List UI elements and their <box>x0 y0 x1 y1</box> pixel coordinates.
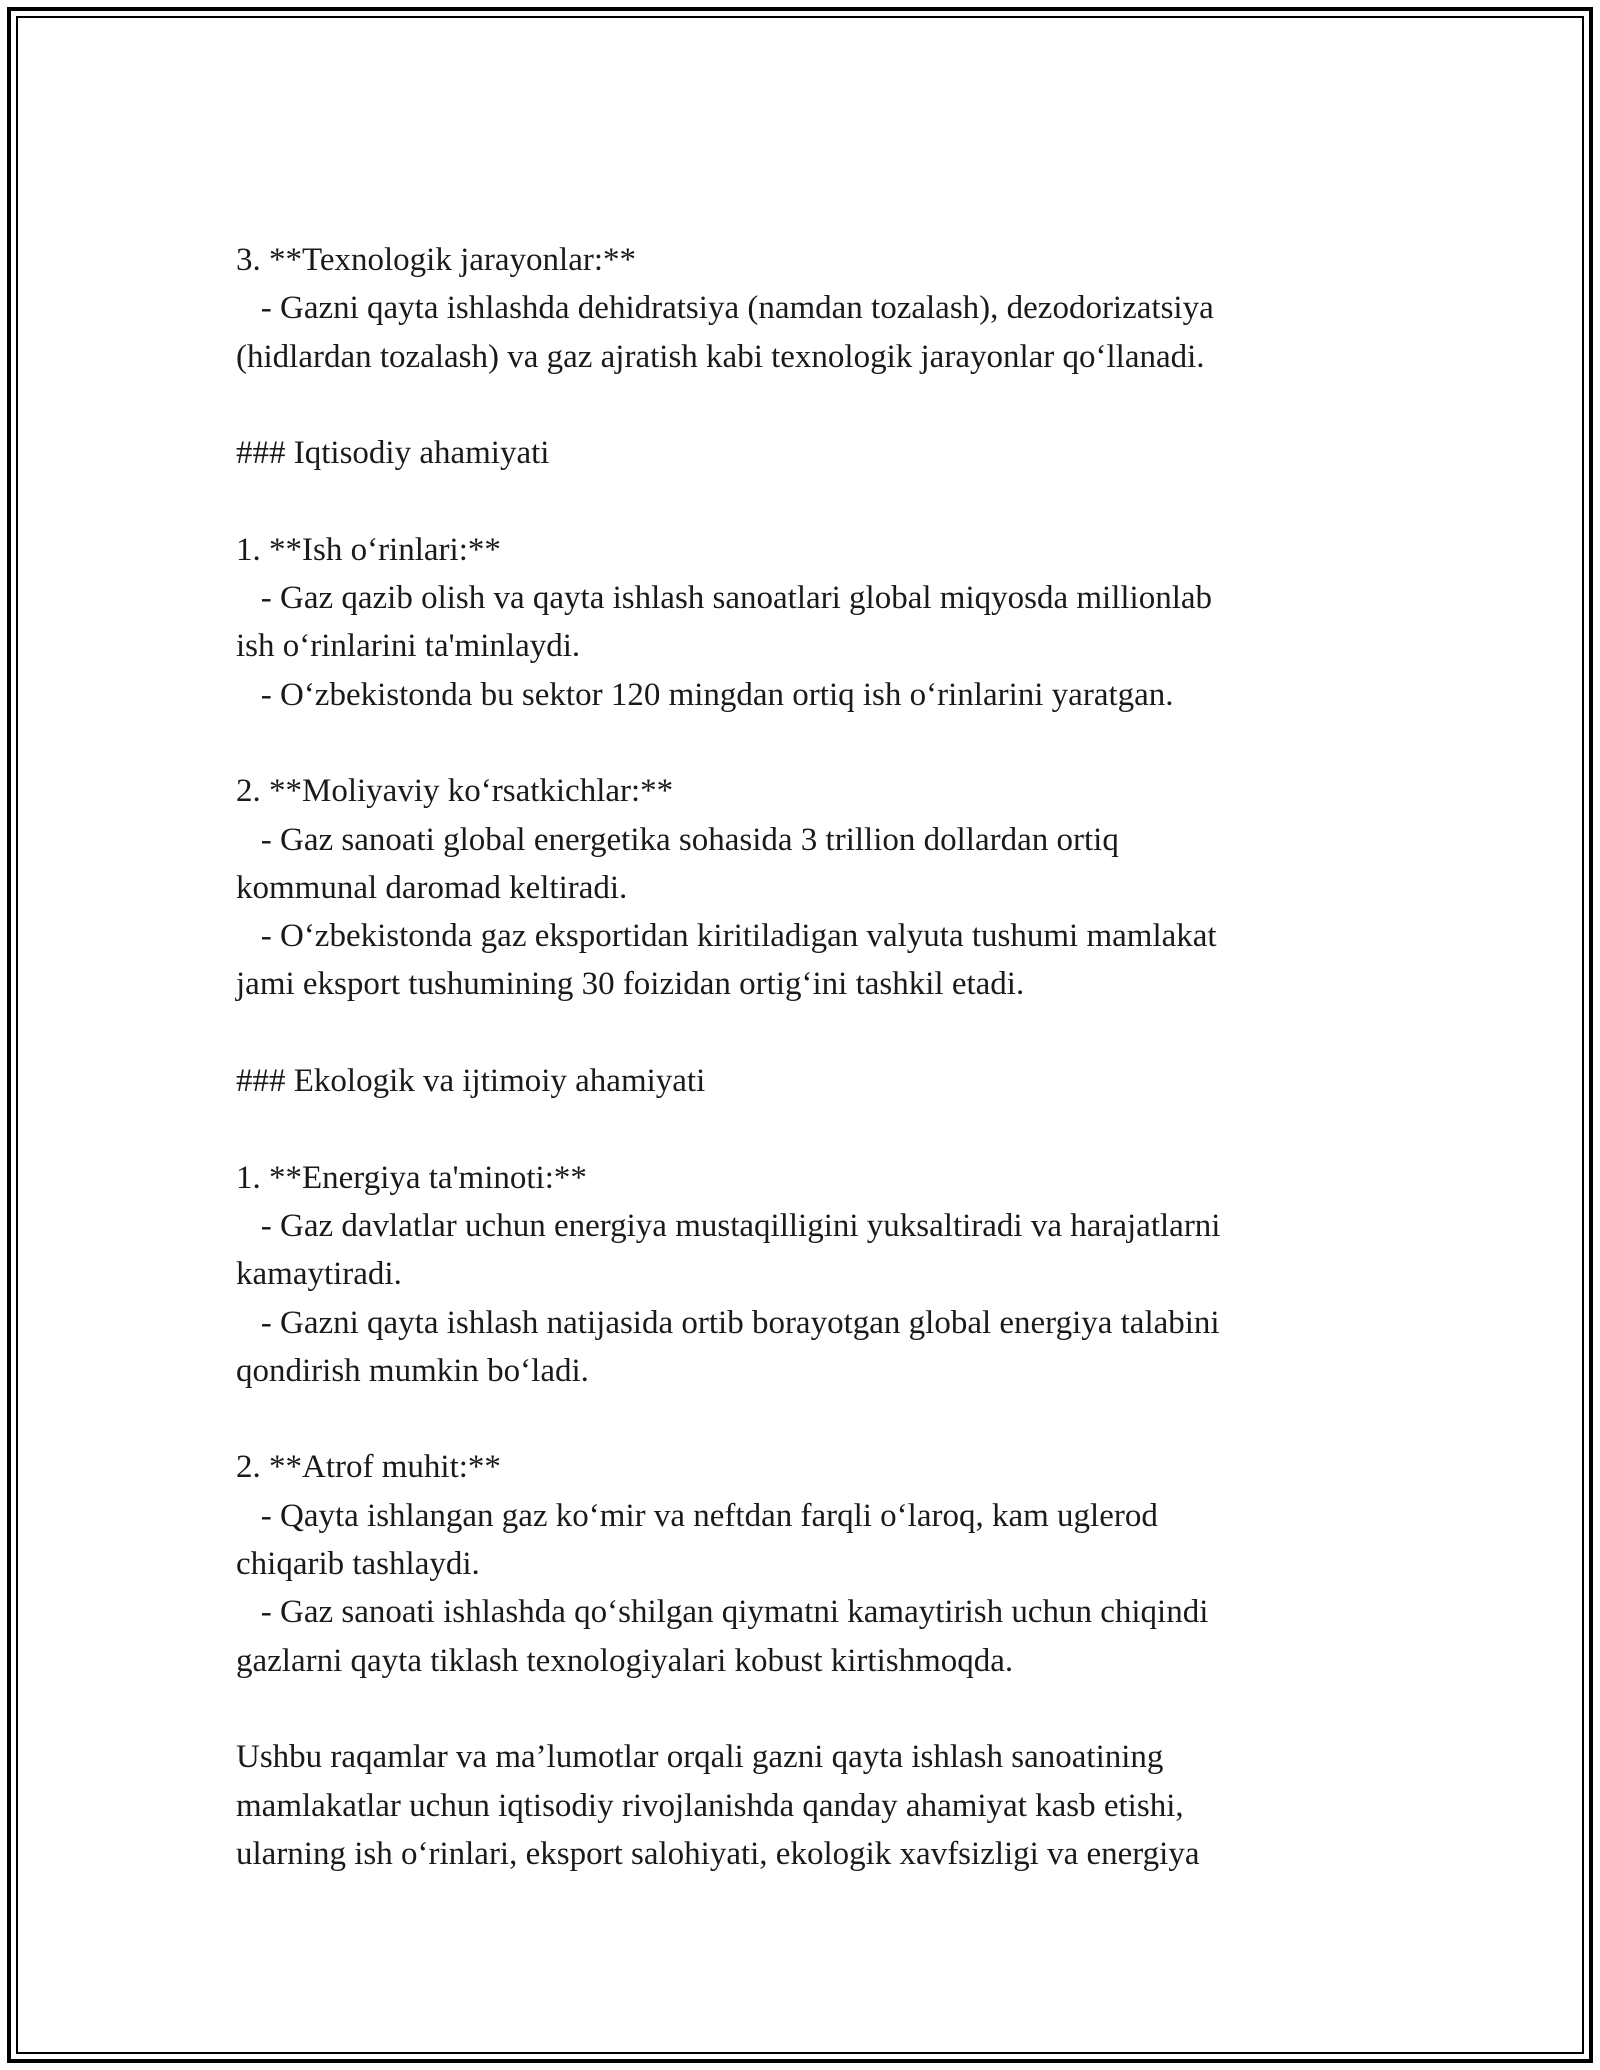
document-body <box>236 236 1376 1878</box>
text-line: Ushbu raqamlar va ma’lumotlar orqali gazni qayta ishlash sanoatining <box>236 1739 1164 1776</box>
text-line: - Gazni qayta ishlashda dehidratsiya (namdan tozalash), dezodorizatsiya <box>236 290 1214 327</box>
text-line: - O‘zbekistonda bu sektor 120 mingdan ortiq ish o‘rinlarini yaratgan. <box>236 676 1174 713</box>
text-line: 2. **Moliyaviy ko‘rsatkichlar:** <box>236 773 674 810</box>
text-line: - O‘zbekistonda gaz eksportidan kiritiladigan valyuta tushumi mamlakat <box>236 918 1217 955</box>
section-heading: ### Ekologik va ijtimoiy ahamiyati <box>236 1063 706 1100</box>
section-heading: ### Iqtisodiy ahamiyati <box>236 435 550 472</box>
blank-line <box>236 1105 1376 1153</box>
text-line: - Gaz sanoati ishlashda qo‘shilgan qiymatni kamaytirish uchun chiqindi <box>236 1594 1209 1631</box>
text-line: (hidlardan tozalash) va gaz ajratish kabi texnologik jarayonlar qo‘llanadi. <box>236 338 1205 375</box>
blank-line <box>236 1685 1376 1733</box>
text-line: kommunal daromad keltiradi. <box>236 869 628 906</box>
text-line: jami eksport tushumining 30 foizidan ortig‘ini tashkil etadi. <box>236 966 1025 1003</box>
text-line: - Gaz davlatlar uchun energiya mustaqilligini yuksaltiradi va harajatlarni <box>236 1207 1221 1244</box>
blank-line <box>236 719 1376 767</box>
text-line: - Gaz sanoati global energetika sohasida 3 trillion dollardan ortiq <box>236 821 1119 858</box>
blank-line <box>236 1009 1376 1057</box>
text-line: ularning ish o‘rinlari, eksport salohiyati, ekologik xavfsizligi va energiya <box>236 1835 1200 1872</box>
text-line: 1. **Energiya ta'minoti:** <box>236 1159 587 1196</box>
blank-line <box>236 1395 1376 1443</box>
text-line: 1. **Ish o‘rinlari:** <box>236 531 501 568</box>
text-line: chiqarib tashlaydi. <box>236 1546 480 1583</box>
blank-line <box>236 381 1376 429</box>
text-line: - Qayta ishlangan gaz ko‘mir va neftdan farqli o‘laroq, kam uglerod <box>236 1497 1158 1534</box>
text-line: gazlarni qayta tiklash texnologiyalari kobust kirtishmoqda. <box>236 1642 1014 1679</box>
text-line: qondirish mumkin bo‘ladi. <box>236 1352 589 1389</box>
text-line: 2. **Atrof muhit:** <box>236 1449 501 1486</box>
text-line: mamlakatlar uchun iqtisodiy rivojlanishda qanday ahamiyat kasb etishi, <box>236 1787 1184 1824</box>
text-line: ish o‘rinlarini ta'minlaydi. <box>236 628 581 665</box>
text-line: - Gazni qayta ishlash natijasida ortib borayotgan global energiya talabini <box>236 1304 1220 1341</box>
blank-line <box>236 477 1376 525</box>
text-line: 3. **Texnologik jarayonlar:** <box>236 242 637 278</box>
text-line: - Gaz qazib olish va qayta ishlash sanoatlari global miqyosda millionlab <box>236 580 1213 617</box>
text-line: kamaytiradi. <box>236 1256 402 1293</box>
